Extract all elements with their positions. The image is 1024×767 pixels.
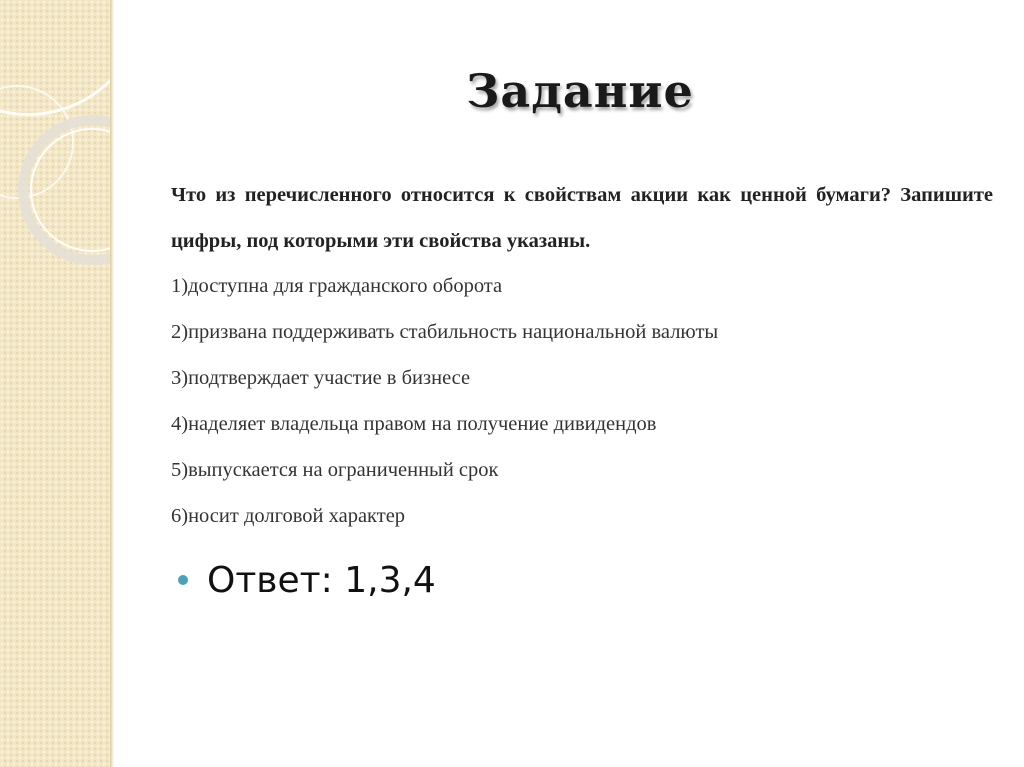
option-item: 1)доступна для гражданского оборота [171, 275, 503, 297]
options-list [171, 263, 993, 539]
answer-text: Ответ: 1,3,4 [207, 559, 436, 601]
option-item: 5)выпускается на ограниченный срок [171, 459, 499, 481]
slide-title: Задание [466, 64, 694, 118]
question-text: Что из перечисленного относится к свойствам акции как ценной бумаги? Запишите цифры, под которыми эти свойства указаны. [171, 184, 993, 252]
option-item: 2)призвана поддерживать стабильность национальной валюты [171, 321, 719, 343]
option-item: 6)носит долговой характер [171, 505, 406, 527]
sidebar-divider [110, 0, 114, 767]
option-item: 3)подтверждает участие в бизнесе [171, 367, 471, 389]
option-item: 4)наделяет владельца правом на получение дивидендов [171, 413, 657, 435]
decorative-sidebar [0, 0, 110, 767]
answer-row [178, 552, 436, 608]
bullet-dot-icon [178, 575, 188, 585]
